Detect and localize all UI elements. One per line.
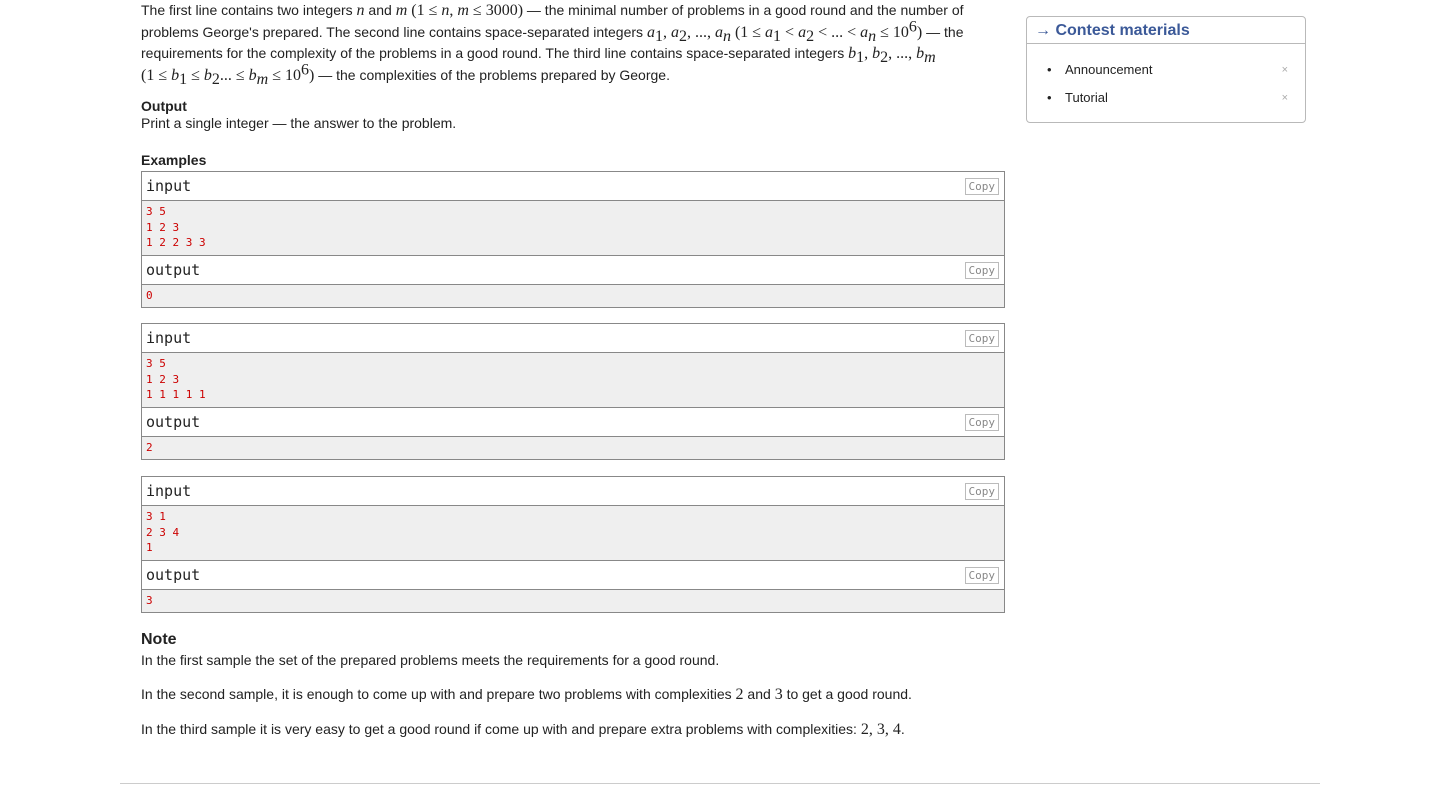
- material-link-announcement[interactable]: Announcement: [1065, 62, 1153, 77]
- note-paragraph-2: In the second sample, it is enough to come up with and prepare two problems with complexities 2 and 3 to get a good round.: [141, 686, 912, 703]
- example-block: [141, 476, 1005, 613]
- example-block: [141, 171, 1005, 308]
- sample-output: 0: [146, 288, 153, 302]
- examples-title: Examples: [141, 152, 207, 168]
- input-header: [142, 172, 1004, 201]
- input-label: input: [146, 482, 192, 500]
- note-paragraph-3: In the third sample it is very easy to get a good round if come up with and prepare extra problems with complexities: 2, 3, 4.: [141, 721, 905, 738]
- output-label: output: [146, 412, 201, 431]
- input-header: [142, 477, 1004, 506]
- sample-output: 3: [146, 593, 153, 607]
- material-item-tutorial[interactable]: [1027, 84, 1305, 112]
- input-label: input: [146, 329, 192, 347]
- remove-icon[interactable]: ×: [1281, 92, 1288, 104]
- contest-materials-box: [1026, 16, 1306, 123]
- sample-input: 3 5 1 2 3 1 1 1 1 1: [146, 357, 206, 401]
- materials-list: [1027, 44, 1305, 112]
- note-title: Note: [141, 631, 177, 648]
- copy-output-button[interactable]: Copy: [965, 567, 1000, 584]
- note-paragraph-1: In the first sample the set of the prepared problems meets the requirements for a good round.: [141, 652, 720, 668]
- copy-output-button[interactable]: Copy: [965, 414, 1000, 431]
- copy-input-button[interactable]: Copy: [965, 178, 1000, 195]
- contest-materials-caption: → Contest materials: [1027, 17, 1305, 44]
- remove-icon[interactable]: ×: [1281, 64, 1288, 76]
- copy-input-button[interactable]: Copy: [965, 330, 1000, 347]
- output-specification: [141, 97, 1005, 131]
- output-text: Print a single integer — the answer to the problem.: [141, 115, 457, 131]
- output-header: [142, 560, 1004, 590]
- input-header: [142, 324, 1004, 353]
- sample-input: 3 5 1 2 3 1 2 2 3 3: [146, 205, 206, 249]
- output-label: output: [146, 565, 201, 584]
- input-label: input: [146, 177, 192, 195]
- material-item-announcement[interactable]: [1027, 56, 1305, 84]
- example-block: [141, 323, 1005, 460]
- material-link-tutorial[interactable]: Tutorial: [1065, 90, 1108, 105]
- note-section: [141, 630, 1005, 740]
- output-title: Output: [141, 98, 187, 114]
- output-header: [142, 255, 1004, 285]
- copy-output-button[interactable]: Copy: [965, 262, 1000, 279]
- sample-output: 2: [146, 440, 153, 454]
- output-header: [142, 407, 1004, 437]
- footer-divider: [120, 783, 1320, 784]
- output-label: output: [146, 260, 201, 279]
- copy-input-button[interactable]: Copy: [965, 483, 1000, 500]
- input-specification: [141, 0, 1005, 86]
- sample-input: 3 1 2 3 4 1: [146, 510, 180, 554]
- input-spec-text: The first line contains two integers n and m (1 ≤ n, m ≤ 3000) — the minimal number of problems in a good round and the number of problems George's prepared. The second line contains space-separated integers $a_1$, $a_2$, ..., $a_n$ ($1 \le a_1 < a_2$ < ... < $a_n \le 10^6$) — the requirements for the complexity of the problems in a good round. The third line contains space-separated integers $b_1$, $b_2$, ..., $b_m$ ($1 \le b_1 \le b_2$... ≤ $b_m \le 10^6$) — the complexities of the problems prepared by George.: [141, 2, 964, 88]
